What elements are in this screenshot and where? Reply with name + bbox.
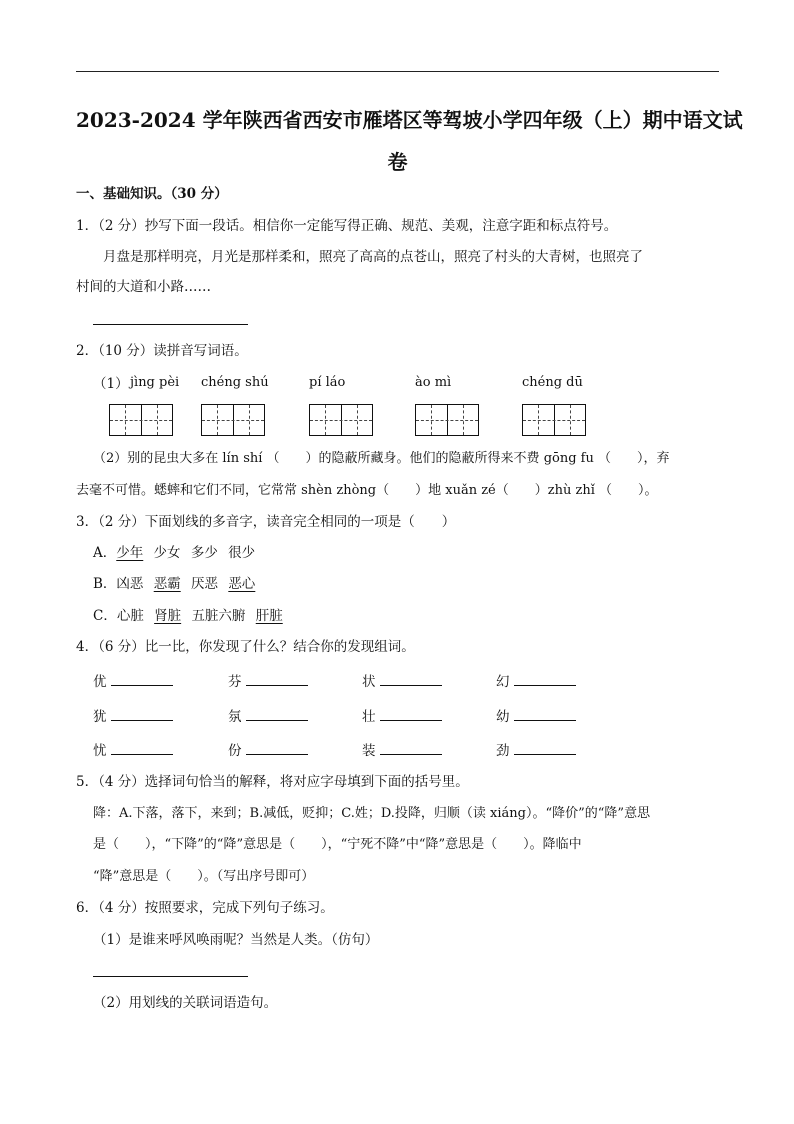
q1-passage-line2: 村间的大道和小路…… [76, 279, 211, 295]
pinyin-label: jìng pèi [130, 375, 180, 390]
option-word: 凶恶 [116, 576, 144, 592]
section-heading: 一、基础知识。（30 分） [76, 186, 228, 202]
q4-item: 劲 [496, 740, 576, 761]
q6-answer-line[interactable] [93, 976, 248, 977]
q5-line3: “降”意思是（ ）。（写出序号即可） [93, 869, 315, 884]
tianzige-box[interactable] [109, 404, 173, 436]
answer-blank[interactable] [514, 671, 576, 686]
answer-blank[interactable] [111, 671, 173, 686]
answer-blank[interactable] [111, 740, 173, 755]
tianzige-box[interactable] [415, 404, 479, 436]
option-word: 多少 [190, 545, 218, 561]
q2-part2-line1: （2）别的昆虫大多在 lín shí （ ）的隐蔽所藏身。他们的隐蔽所得来不费 gōng fu （ ），弃 [93, 451, 670, 466]
option-label: B． [93, 576, 117, 592]
pinyin-label: chéng shú [201, 375, 269, 390]
q4-item: 氛 [228, 706, 308, 727]
tianzige-box[interactable] [522, 404, 586, 436]
option-word: 五脏六腑 [191, 608, 246, 624]
q5-prompt: 5．（4 分）选择词句恰当的解释，将对应字母填到下面的括号里。 [76, 774, 469, 790]
q4-item: 优 [93, 671, 173, 692]
option-word: 恶霸 [153, 576, 181, 592]
option-word: 少年 [116, 545, 144, 561]
q3-option-c[interactable] [93, 606, 283, 626]
pinyin-label: chéng dū [522, 375, 583, 390]
answer-blank[interactable] [514, 740, 576, 755]
q5-line1: 降：A.下落，落下，来到；B.减低，贬抑；C.姓；D.投降，归顺（读 xiáng）。“降价”的“降”意思 [93, 806, 651, 821]
option-word: 心脏 [116, 608, 144, 624]
q4-item: 忧 [93, 740, 173, 761]
q4-item: 幼 [496, 706, 576, 727]
q4-item: 装 [362, 740, 442, 761]
q4-item: 幻 [496, 671, 576, 692]
q4-item: 份 [228, 740, 308, 761]
page-title-line2: 卷 [387, 150, 408, 174]
pinyin-label: ào mì [415, 375, 452, 390]
q6-part1: （1）是谁来呼风唤雨呢？当然是人类。（仿句） [93, 932, 379, 948]
q4-item: 芬 [228, 671, 308, 692]
q1-answer-line[interactable] [93, 324, 248, 325]
tianzige-box[interactable] [201, 404, 265, 436]
answer-blank[interactable] [111, 706, 173, 721]
q3-option-a[interactable] [93, 543, 255, 563]
q4-item: 壮 [362, 706, 442, 727]
option-word: 恶心 [228, 576, 256, 592]
q2-prompt: 2．（10 分）读拼音写词语。 [76, 343, 248, 359]
answer-blank[interactable] [380, 706, 442, 721]
answer-blank[interactable] [380, 671, 442, 686]
q4-item: 状 [362, 671, 442, 692]
q6-prompt: 6．（4 分）按照要求，完成下列句子练习。 [76, 900, 334, 916]
q2-part1-label: （1） [93, 376, 129, 392]
option-word: 肾脏 [154, 608, 182, 624]
q6-part2: （2）用划线的关联词语造句。 [93, 995, 278, 1011]
option-word: 很少 [228, 545, 256, 561]
answer-blank[interactable] [246, 671, 308, 686]
page-title: 2023-2024 学年陕西省西安市雁塔区等驾坡小学四年级（上）期中语文试 [76, 108, 743, 132]
header-rule [76, 71, 719, 72]
option-word: 厌恶 [191, 576, 219, 592]
answer-blank[interactable] [380, 740, 442, 755]
q4-prompt: 4．（6 分）比一比，你发现了什么？结合你的发现组词。 [76, 639, 415, 655]
answer-blank[interactable] [246, 740, 308, 755]
q3-option-b[interactable] [93, 574, 255, 594]
q1-passage-line1: 月盘是那样明亮，月光是那样柔和，照亮了高高的点苍山，照亮了村头的大青树，也照亮了 [103, 249, 643, 265]
option-word: 肝脏 [255, 608, 283, 624]
q3-prompt: 3．（2 分）下面划线的多音字，读音完全相同的一项是（ ） [76, 514, 456, 530]
option-label: C． [93, 608, 117, 624]
option-word: 少女 [153, 545, 181, 561]
answer-blank[interactable] [514, 706, 576, 721]
q4-item: 犹 [93, 706, 173, 727]
option-label: A． [93, 545, 117, 561]
q1-prompt: 1．（2 分）抄写下面一段话。相信你一定能写得正确、规范、美观，注意字距和标点符号。 [76, 218, 618, 234]
tianzige-box[interactable] [309, 404, 373, 436]
answer-blank[interactable] [246, 706, 308, 721]
pinyin-label: pí láo [309, 375, 346, 390]
q2-part2-line2: 去毫不可惜。蟋蟀和它们不同，它常常 shèn zhòng（ ）地 xuǎn zé（ ）zhù zhǐ （ ）。 [76, 483, 658, 498]
q5-line2: 是（ ），“下降”的“降”意思是（ ），“宁死不降”中“降”意思是（ ）。降临中 [93, 837, 582, 852]
